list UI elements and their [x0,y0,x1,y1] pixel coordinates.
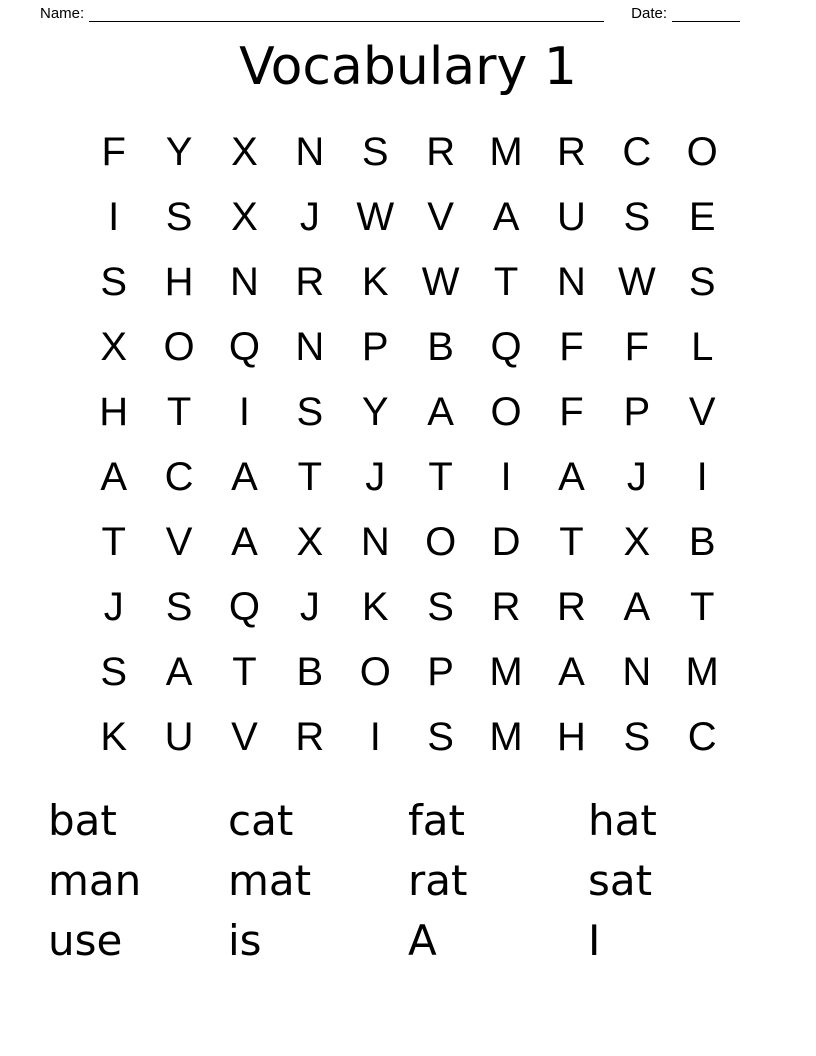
grid-letter: P [361,325,389,369]
grid-letter: T [689,585,715,629]
date-blank-line [672,6,740,22]
grid-letter: A [558,650,585,694]
grid-letter: J [299,195,320,239]
grid-letter: A [558,455,585,499]
grid-letter: H [99,390,129,434]
grid-letter: T [101,520,126,564]
grid-letter: A [100,455,128,499]
name-blank-line [89,6,604,22]
grid-letter: N [295,325,325,369]
grid-letter: I [108,195,120,239]
grid-letter: U [556,195,586,239]
grid-letter: C [687,715,717,759]
grid-letter: R [426,130,456,174]
grid-letter: X [231,130,258,174]
grid-letter: S [165,585,193,629]
grid-letter: R [491,585,521,629]
grid-letter: K [361,260,389,304]
word-list-item: I [588,916,601,965]
grid-letter: H [556,715,586,759]
grid-letter: J [626,455,647,499]
word-list-item: A [408,916,437,965]
grid-letter: T [428,455,453,499]
grid-letter: C [164,455,194,499]
grid-letter: M [489,650,523,694]
grid-letter: A [427,390,454,434]
grid-letter: M [489,130,523,174]
grid-letter: F [559,325,584,369]
grid-letter: A [231,455,258,499]
grid-letter: T [493,260,519,304]
grid-letter: O [163,325,195,369]
grid-letter: X [100,325,128,369]
grid-letter: Q [228,585,261,629]
grid-letter: S [623,195,651,239]
grid-letter: I [500,455,512,499]
word-list-item: bat [48,796,117,845]
grid-letter: M [489,715,523,759]
grid-letter: K [361,585,389,629]
grid-letter: J [103,585,124,629]
grid-letter: B [296,650,324,694]
grid-letter: A [623,585,651,629]
word-list-item: rat [408,856,468,905]
word-list-item: mat [228,856,312,905]
grid-letter: I [696,455,708,499]
grid-letter: P [427,650,454,694]
grid-letter: I [238,390,251,434]
grid-letter: C [622,130,652,174]
grid-letter: S [623,715,651,759]
grid-letter: S [361,130,389,174]
grid-letter: B [427,325,454,369]
letter-grid [81,120,735,770]
grid-letter: O [425,520,457,564]
grid-letter: R [556,130,586,174]
grid-letter: F [624,325,650,369]
grid-letter: S [688,260,716,304]
word-list-item: hat [588,796,657,845]
grid-letter: O [686,130,718,174]
word-list-item: sat [588,856,653,905]
grid-letter: D [491,520,521,564]
grid-letter: V [231,715,258,759]
grid-letter: W [617,260,656,304]
grid-letter: N [360,520,390,564]
grid-letter: Y [165,130,193,174]
grid-letter: H [164,260,194,304]
grid-letter: O [490,390,522,434]
grid-letter: T [559,520,584,564]
word-list-item: is [228,916,262,965]
grid-letter: T [232,650,257,694]
grid-letter: J [299,585,320,629]
grid-letter: T [297,455,323,499]
grid-letter: V [427,195,454,239]
grid-letter: U [164,715,194,759]
grid-letter: Y [361,390,389,434]
word-list-item: cat [228,796,294,845]
grid-letter: Q [228,325,261,369]
grid-letter: S [296,390,324,434]
grid-letter: W [421,260,460,304]
grid-letter: K [100,715,128,759]
header-row [0,0,816,22]
grid-letter: F [101,130,126,174]
grid-letter: N [622,650,652,694]
grid-letter: E [688,195,716,239]
page-title: Vocabulary 1 [239,37,577,97]
grid-letter: S [427,585,454,629]
grid-letter: S [427,715,454,759]
grid-letter: R [295,260,325,304]
grid-letter: V [688,390,716,434]
date-label: Date: [631,5,667,22]
grid-letter: N [230,260,259,304]
grid-letter: S [165,195,193,239]
grid-letter: X [623,520,651,564]
grid-letter: A [231,520,258,564]
word-list-item: use [48,916,123,965]
grid-letter: S [100,650,128,694]
grid-letter: J [365,455,386,499]
grid-letter: F [559,390,584,434]
grid-letter: T [166,390,192,434]
grid-letter: O [359,650,391,694]
grid-letter: X [296,520,324,564]
grid-letter: R [295,715,325,759]
grid-letter: M [685,650,719,694]
grid-letter: Q [490,325,522,369]
grid-letter: R [556,585,586,629]
grid-letter: X [231,195,258,239]
grid-letter: B [688,520,716,564]
grid-letter: P [623,390,651,434]
word-list [48,792,816,972]
name-label: Name: [40,5,85,22]
grid-letter: I [369,715,381,759]
grid-letter: W [356,195,395,239]
grid-letter: N [556,260,586,304]
grid-letter: A [165,650,193,694]
grid-letter: V [165,520,193,564]
word-list-item: fat [408,796,465,845]
grid-letter: A [492,195,520,239]
grid-letter: L [691,325,714,369]
word-list-item: man [48,856,142,905]
grid-letter: N [295,130,325,174]
grid-letter: S [100,260,128,304]
